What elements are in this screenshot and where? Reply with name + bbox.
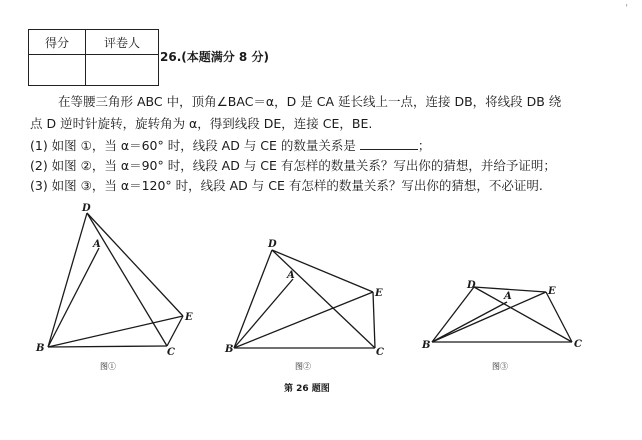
fig1-label-c: C [167, 347, 175, 358]
fig2-label-d: D [268, 239, 277, 250]
question-part-2: (2) 如图 ②，当 α＝90° 时，线段 AD 与 CE 有怎样的数量关系？写出你的猜想，并给予证明； [30, 158, 556, 173]
fig2-label-b: B [225, 344, 234, 355]
fig3-label-a: A [504, 291, 512, 302]
question-title: 26.(本题满分 8 分) [160, 50, 269, 64]
fig3-label-d: D [467, 280, 476, 291]
figure-1-lines [48, 213, 183, 347]
fig2-caption: 图② [295, 362, 311, 371]
fig1-label-d: D [82, 203, 91, 214]
question-intro-line-1: 在等腰三角形 ABC 中，顶角∠BAC＝α，D 是 CA 延长线上一点，连接 DB，将线段 DB 绕 [58, 94, 562, 109]
figure-2-lines [234, 250, 375, 348]
fig2-label-a: A [287, 270, 295, 281]
fig1-label-e: E [185, 312, 193, 323]
fig1-label-a: A [93, 239, 101, 250]
fig1-caption: 图① [100, 362, 116, 371]
score-header: 得分 [29, 30, 86, 55]
fig2-label-c: C [376, 347, 384, 358]
corner-mark: ' [625, 4, 628, 14]
fig2-label-e: E [375, 288, 383, 299]
fig3-caption: 图③ [492, 362, 508, 371]
fig3-label-b: B [422, 340, 431, 351]
fig1-label-b: B [36, 343, 45, 354]
figure-title: 第 26 题图 [284, 384, 330, 394]
part-1-text: (1) 如图 ①，当 α＝60° 时，线段 AD 与 CE 的数量关系是 [30, 138, 356, 153]
question-part-3: (3) 如图 ③，当 α＝120° 时，线段 AD 与 CE 有怎样的数量关系？写出你的猜想，不必证明. [30, 178, 543, 193]
question-intro-line-2: 点 D 逆时针旋转，旋转角为 α，得到线段 DE，连接 CE，BE. [30, 116, 373, 131]
fig3-label-e: E [548, 286, 556, 297]
grader-header: 评卷人 [86, 30, 159, 55]
part-1-end: ； [417, 138, 431, 153]
fig3-label-c: C [574, 339, 582, 350]
